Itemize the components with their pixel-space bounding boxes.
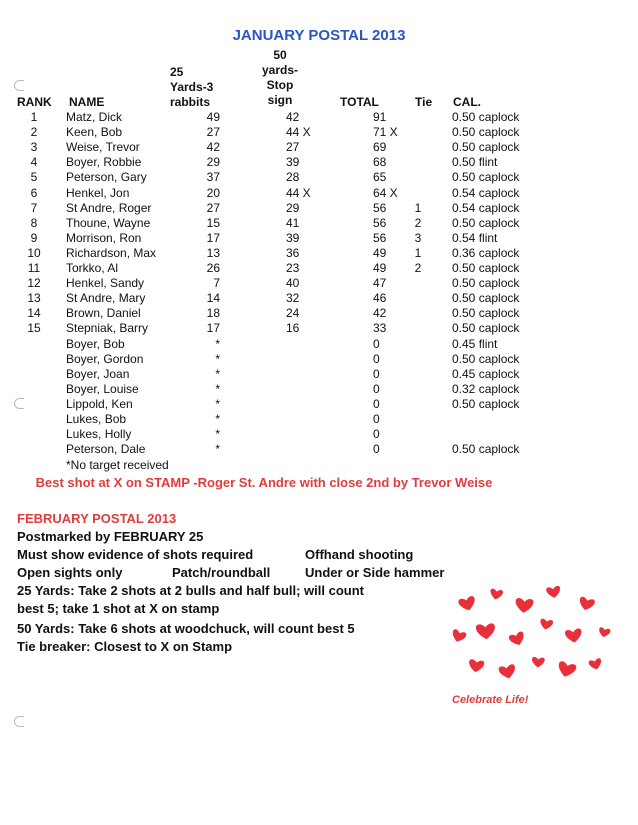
name-cell: Peterson, Dale [66,442,146,457]
name-cell: Lukes, Bob [66,412,127,426]
caliber-cell: 0.50 caplock [452,215,520,230]
name-cell: Lippold, Ken [66,396,133,411]
hammer-rule: Under or Side hammer [305,565,445,580]
caliber-cell: 0.32 caplock [452,381,520,396]
yards25-score: 17 [206,230,220,245]
postmark-deadline: Postmarked by FEBRUARY 25 [17,529,204,544]
rank-cell: 15 [27,321,41,336]
tie-value: 1 [414,200,422,215]
rank-cell: 10 [27,245,41,260]
yards25-score: * [215,381,220,396]
caliber-cell: 0.45 flint [452,336,498,351]
yards25-score: * [215,351,220,366]
yards50-score: 44 X [286,125,311,140]
total-score: 0 [373,381,380,396]
binder-hole-middle [14,398,24,409]
name-cell: Boyer, Robbie [66,155,142,170]
name-cell: St Andre, Roger [66,200,152,215]
tie-value: 3 [414,230,422,245]
yards50-score: 42 [286,110,300,124]
yards25-score: 18 [206,306,220,321]
yards25-score: 49 [206,110,220,124]
caliber-cell: 0.50 caplock [452,396,520,411]
caliber-cell: 0.50 caplock [452,261,520,275]
rank-cell: 14 [27,306,41,321]
name-cell: St Andre, Mary [66,291,146,306]
name-cell: Boyer, Joan [66,366,130,381]
name-cell: Thoune, Wayne [66,215,151,230]
caliber-cell: 0.50 caplock [452,140,520,155]
evidence-rule: Must show evidence of shots required [17,547,254,562]
rank-cell: 8 [30,215,38,230]
total-score: 0 [373,442,380,457]
total-score: 47 [373,276,387,291]
name-cell: Lukes, Holly [66,427,132,442]
yards25-score: 37 [206,170,220,185]
rank-cell: 13 [27,291,41,306]
yards25-score: 42 [206,140,220,155]
tie-value: 1 [414,245,422,260]
rank-cell: 2 [30,125,38,140]
heart-icon [598,627,611,638]
tie-breaker-rule: Tie breaker: Closest to X on Stamp [17,639,233,654]
best-shot-announcement: Best shot at X on STAMP -Roger St. Andre with close 2nd by Trevor Weise [35,475,493,490]
yards25-score: * [215,427,220,442]
footnote: *No target received [66,458,169,472]
name-cell: Henkel, Sandy [66,276,145,291]
name-cell: Henkel, Jon [66,185,130,200]
heart-icon [450,629,467,644]
caliber-cell: 0.54 caplock [452,200,520,215]
heart-icon [556,661,577,679]
total-score: 64 X [373,185,398,200]
yards25-score: * [215,442,220,457]
total-score: 0 [373,351,380,366]
name-cell: Boyer, Bob [66,336,125,351]
total-header: TOTAL [340,95,379,109]
yards25-score: * [215,366,220,381]
caliber-cell: 0.50 flint [452,155,498,170]
name-cell: Morrison, Ron [66,230,142,245]
february-title: FEBRUARY POSTAL 2013 [17,511,177,526]
total-score: 0 [373,412,380,426]
heart-icon [489,588,503,600]
name-header: NAME [69,95,105,109]
caliber-cell: 0.54 flint [452,230,498,245]
rank-cell: 12 [27,276,41,291]
tie-value: 2 [414,261,422,275]
yards50-score: 39 [286,230,300,245]
heart-icon [565,628,583,644]
caliber-cell: 0.50 caplock [452,110,520,124]
heart-icon [588,658,603,671]
total-score: 49 [373,245,387,260]
yards25-score: 29 [206,155,220,170]
yards25-score: 27 [206,200,220,215]
rank-cell: 7 [30,200,38,215]
heart-icon [458,595,477,612]
caliber-cell: 0.50 caplock [452,321,520,336]
heart-icon [515,598,534,614]
total-score: 46 [373,291,387,306]
yards50-rule: 50 Yards: Take 6 shots at woodchuck, will count best 5 [17,621,355,636]
yards25-rule-1: 25 Yards: Take 2 shots at 2 bulls and half bull; will count [17,583,364,598]
caliber-cell: 0.50 caplock [452,291,520,306]
yards50-score: 44 X [286,185,311,200]
yards25-score: 7 [213,276,220,291]
heart-icon [546,586,562,599]
yards50-score: 24 [286,306,300,321]
tie-value: 2 [414,215,422,230]
caliber-cell: 0.50 caplock [452,170,520,185]
rank-cell: 3 [30,140,38,155]
total-score: 0 [373,366,380,381]
name-cell: Boyer, Gordon [66,351,144,366]
yards25-score: 26 [206,261,220,275]
celebrate-caption: Celebrate Life! [452,694,529,706]
offhand-rule: Offhand shooting [305,547,414,562]
yards25-score: * [215,396,220,411]
yards50-score: 36 [286,245,300,260]
total-score: 56 [373,200,387,215]
total-score: 42 [373,306,387,321]
total-score: 65 [373,170,387,185]
name-cell: Brown, Daniel [66,306,141,321]
yards50-score: 41 [286,215,300,230]
name-cell: Weise, Trevor [66,140,140,155]
total-score: 56 [373,230,387,245]
caliber-cell: 0.45 caplock [452,366,520,381]
yards50-score: 28 [286,170,300,185]
caliber-cell: 0.50 caplock [452,351,520,366]
yards25-score: * [215,336,220,351]
yards25-score: 13 [206,245,220,260]
heart-icon [508,631,527,648]
rank-cell: 1 [30,110,38,124]
caliber-cell: 0.50 caplock [452,306,520,321]
yards50-score: 23 [286,261,300,275]
heart-icon [476,623,496,640]
yards25-score: 20 [206,185,220,200]
total-score: 56 [373,215,387,230]
yards50-score: 16 [286,321,300,336]
page-title: JANUARY POSTAL 2013 [232,27,406,44]
name-cell: Stepniak, Barry [66,321,149,336]
total-score: 69 [373,140,387,155]
total-score: 33 [373,321,387,336]
rank-cell: 6 [30,185,38,200]
sights-rule: Open sights only [17,565,123,580]
total-score: 49 [373,261,387,275]
yards25-header: 25 Yards-3 rabbits [170,65,214,109]
heart-icon [498,664,517,680]
yards50-score: 27 [286,140,300,155]
rank-cell: 9 [30,230,38,245]
yards25-rule-2: best 5; take 1 shot at X on stamp [17,601,220,616]
yards50-score: 40 [286,276,300,291]
total-score: 71 X [373,125,398,140]
name-cell: Richardson, Max [66,245,157,260]
yards25-score: 15 [206,215,220,230]
cal-header: CAL. [453,95,481,109]
yards50-header: 50 yards- Stop sign [261,48,299,107]
caliber-cell: 0.50 caplock [452,442,520,457]
heart-icon [539,618,553,630]
heart-icon [468,659,485,673]
rank-header: RANK [17,95,52,109]
hearts-graphic [446,586,616,690]
yards50-score: 32 [286,291,300,306]
binder-hole-top [14,80,24,91]
yards50-score: 29 [286,200,300,215]
binder-hole-bottom [14,716,24,727]
name-cell: Keen, Bob [66,125,123,140]
yards25-score: 14 [206,291,220,306]
caliber-cell: 0.50 caplock [452,125,520,140]
total-score: 0 [373,336,380,351]
total-score: 68 [373,155,387,170]
name-cell: Boyer, Louise [66,381,139,396]
tie-header: Tie [415,95,433,109]
yards25-score: 17 [206,321,220,336]
patch-rule: Patch/roundball [172,565,271,580]
heart-icon [578,596,596,612]
total-score: 0 [373,396,380,411]
rank-cell: 11 [27,261,41,275]
name-cell: Matz, Dick [66,110,123,124]
caliber-cell: 0.50 caplock [452,276,520,291]
yards50-score: 39 [286,155,300,170]
name-cell: Peterson, Gary [66,170,147,185]
total-score: 0 [373,427,380,442]
name-cell: Torkko, Al [66,261,119,275]
rank-cell: 5 [30,170,38,185]
caliber-cell: 0.54 caplock [452,185,520,200]
yards25-score: 27 [206,125,220,140]
total-score: 91 [373,110,387,124]
yards25-score: * [215,412,220,426]
rank-cell: 4 [30,155,38,170]
heart-icon [531,657,545,668]
caliber-cell: 0.36 caplock [452,245,520,260]
